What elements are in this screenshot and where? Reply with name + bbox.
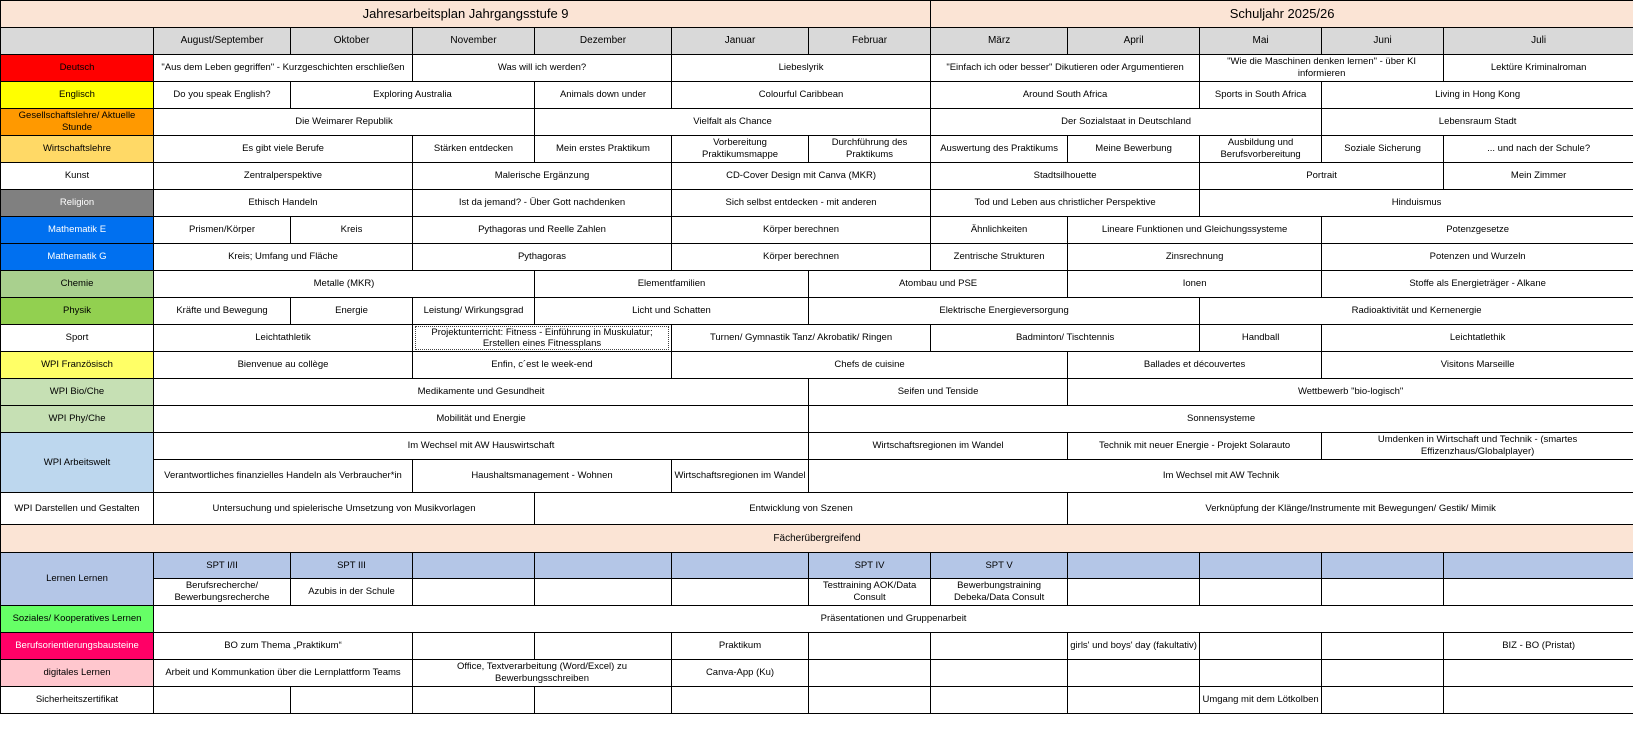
- topic-cell: Mein Zimmer: [1444, 163, 1633, 190]
- topic-cell: Canva-App (Ku): [672, 660, 809, 687]
- month-header: November: [413, 28, 535, 55]
- subject-religion: Religion: [1, 190, 154, 217]
- topic-cell: Leistung/ Wirkungsgrad: [413, 298, 535, 325]
- empty-cell: [535, 687, 672, 714]
- topic-cell: Leichtatlethik: [1322, 325, 1633, 352]
- month-header: Januar: [672, 28, 809, 55]
- empty-cell: [535, 633, 672, 660]
- month-header: April: [1068, 28, 1200, 55]
- topic-cell: girls' und boys' day (fakultativ): [1068, 633, 1200, 660]
- topic-cell: Radioaktivität und Kernenergie: [1200, 298, 1633, 325]
- empty-cell: [809, 687, 931, 714]
- empty-cell: [1322, 660, 1444, 687]
- topic-cell: Lebensraum Stadt: [1322, 109, 1633, 136]
- subject-mathematik-g: Mathematik G: [1, 244, 154, 271]
- topic-cell: Exploring Australia: [291, 82, 535, 109]
- topic-cell: Umgang mit dem Lötkolben: [1200, 687, 1322, 714]
- empty-cell: [1068, 579, 1200, 606]
- topic-cell: Prismen/Körper: [154, 217, 291, 244]
- topic-cell: Handball: [1200, 325, 1322, 352]
- topic-cell: Verknüpfung der Klänge/Instrumente mit Bewegungen/ Gestik/ Mimik: [1068, 493, 1633, 525]
- topic-cell: Medikamente und Gesundheit: [154, 379, 809, 406]
- topic-cell: Animals down under: [535, 82, 672, 109]
- cross-berufsorientierung: Berufsorientierungsbausteine: [1, 633, 154, 660]
- topic-cell: Im Wechsel mit AW Hauswirtschaft: [154, 433, 809, 460]
- month-header: Februar: [809, 28, 931, 55]
- subject-wirtschaftslehre: Wirtschaftslehre: [1, 136, 154, 163]
- topic-cell: Kräfte und Bewegung: [154, 298, 291, 325]
- topic-cell: Wirtschaftsregionen im Wandel: [809, 433, 1068, 460]
- topic-cell: Lineare Funktionen und Gleichungssysteme: [1068, 217, 1322, 244]
- spt-cell: [672, 553, 809, 579]
- empty-cell: [535, 579, 672, 606]
- month-header: Dezember: [535, 28, 672, 55]
- topic-cell: Stärken entdecken: [413, 136, 535, 163]
- topic-cell: Badminton/ Tischtennis: [931, 325, 1200, 352]
- month-header: Mai: [1200, 28, 1322, 55]
- topic-cell: Living in Hong Kong: [1322, 82, 1633, 109]
- topic-cell: [413, 325, 672, 352]
- topic-cell: Enfin, c´est le week-end: [413, 352, 672, 379]
- topic-cell: Kreis: [291, 217, 413, 244]
- month-header: Juni: [1322, 28, 1444, 55]
- empty-cell: [413, 579, 535, 606]
- empty-cell: [1322, 687, 1444, 714]
- topic-cell: Pythagoras und Reelle Zahlen: [413, 217, 672, 244]
- topic-cell: Mein erstes Praktikum: [535, 136, 672, 163]
- topic-cell: Wirtschaftsregionen im Wandel: [672, 460, 809, 493]
- subject-englisch: Englisch: [1, 82, 154, 109]
- topic-cell: CD-Cover Design mit Canva (MKR): [672, 163, 931, 190]
- topic-cell: Zentralperspektive: [154, 163, 413, 190]
- empty-cell: [1322, 579, 1444, 606]
- cross-lernen-lernen: Lernen Lernen: [1, 553, 154, 606]
- topic-cell: Vielfalt als Chance: [535, 109, 931, 136]
- topic-cell: Arbeit und Kommunkation über die Lernplattform Teams: [154, 660, 413, 687]
- school-year-title: Schuljahr 2025/26: [931, 1, 1633, 28]
- topic-cell: Es gibt viele Berufe: [154, 136, 413, 163]
- empty-cell: [413, 687, 535, 714]
- empty-cell: [672, 687, 809, 714]
- spt-cell: [1200, 553, 1322, 579]
- topic-cell: Ionen: [1068, 271, 1322, 298]
- spt-cell: SPT V: [931, 553, 1068, 579]
- topic-cell: Soziale Sicherung: [1322, 136, 1444, 163]
- empty-cell: [931, 633, 1068, 660]
- empty-cell: [1444, 687, 1633, 714]
- spt-cell: SPT I/II: [154, 553, 291, 579]
- topic-cell: Vorbereitung Praktikumsmappe: [672, 136, 809, 163]
- topic-cell: Verantwortliches finanzielles Handeln als Verbraucher*in: [154, 460, 413, 493]
- topic-cell: Do you speak English?: [154, 82, 291, 109]
- topic-cell: Sich selbst entdecken - mit anderen: [672, 190, 931, 217]
- topic-cell: Atombau und PSE: [809, 271, 1068, 298]
- topic-cell: Potenzen und Wurzeln: [1322, 244, 1633, 271]
- month-header: Oktober: [291, 28, 413, 55]
- spt-cell: SPT IV: [809, 553, 931, 579]
- topic-cell: Haushaltsmanagement - Wohnen: [413, 460, 672, 493]
- subject-wpi-phy-che: WPI Phy/Che: [1, 406, 154, 433]
- topic-cell: Potenzgesetze: [1322, 217, 1633, 244]
- topic-cell: Zinsrechnung: [1068, 244, 1322, 271]
- corner-cell: [1, 28, 154, 55]
- spt-cell: [413, 553, 535, 579]
- topic-cell: Ballades et découvertes: [1068, 352, 1322, 379]
- topic-cell: Pythagoras: [413, 244, 672, 271]
- subject-sport: Sport: [1, 325, 154, 352]
- subject-wpi-franzoesisch: WPI Französisch: [1, 352, 154, 379]
- empty-cell: [809, 633, 931, 660]
- topic-cell: Entwicklung von Szenen: [535, 493, 1068, 525]
- topic-cell: Umdenken in Wirtschaft und Technik - (smartes Effizenzhaus/Globalplayer): [1322, 433, 1633, 460]
- topic-cell: Office, Textverarbeitung (Word/Excel) zu Bewerbungsschreiben: [413, 660, 672, 687]
- month-header: März: [931, 28, 1068, 55]
- empty-cell: [413, 633, 535, 660]
- topic-cell: Hinduismus: [1200, 190, 1633, 217]
- topic-cell: Stoffe als Energieträger - Alkane: [1322, 271, 1633, 298]
- topic-cell: Körper berechnen: [672, 217, 931, 244]
- topic-cell: Testtraining AOK/Data Consult: [809, 579, 931, 606]
- empty-cell: [154, 687, 291, 714]
- subject-physik: Physik: [1, 298, 154, 325]
- topic-cell: Energie: [291, 298, 413, 325]
- topic-cell: Chefs de cuisine: [672, 352, 1068, 379]
- spt-cell: [1068, 553, 1200, 579]
- topic-cell: Licht und Schatten: [535, 298, 809, 325]
- topic-cell: Bewerbungstraining Debeka/Data Consult: [931, 579, 1068, 606]
- topic-cell: Sports in South Africa: [1200, 82, 1322, 109]
- topic-cell: Kreis; Umfang und Fläche: [154, 244, 413, 271]
- plan-title: Jahresarbeitsplan Jahrgangsstufe 9: [1, 1, 931, 28]
- topic-cell: Stadtsilhouette: [931, 163, 1200, 190]
- topic-cell: Die Weimarer Republik: [154, 109, 535, 136]
- empty-cell: [1200, 633, 1322, 660]
- topic-cell: "Wie die Maschinen denken lernen" - über KI informieren: [1200, 55, 1444, 82]
- empty-cell: [1068, 660, 1200, 687]
- topic-cell: BIZ - BO (Pristat): [1444, 633, 1633, 660]
- topic-cell: Ausbildung und Berufsvorbereitung: [1200, 136, 1322, 163]
- spt-cell: [1444, 553, 1633, 579]
- cross-sicherheitszertifikat: Sicherheitszertifikat: [1, 687, 154, 714]
- topic-cell: Im Wechsel mit AW Technik: [809, 460, 1633, 493]
- topic-cell: "Einfach ich oder besser" Dikutieren oder Argumentieren: [931, 55, 1200, 82]
- topic-cell: Zentrische Strukturen: [931, 244, 1068, 271]
- topic-cell: Seifen und Tenside: [809, 379, 1068, 406]
- topic-cell: Liebeslyrik: [672, 55, 931, 82]
- topic-cell: Elementfamilien: [535, 271, 809, 298]
- topic-cell: Auswertung des Praktikums: [931, 136, 1068, 163]
- spt-cell: SPT III: [291, 553, 413, 579]
- topic-cell: Malerische Ergänzung: [413, 163, 672, 190]
- topic-cell: Untersuchung und spielerische Umsetzung von Musikvorlagen: [154, 493, 535, 525]
- topic-cell: Sonnensysteme: [809, 406, 1633, 433]
- empty-cell: [291, 687, 413, 714]
- topic-cell: Ähnlichkeiten: [931, 217, 1068, 244]
- subject-wpi-arbeitswelt: WPI Arbeitswelt: [1, 433, 154, 493]
- subject-gesellschaftslehre: Gesellschaftslehre/ Aktuelle Stunde: [1, 109, 154, 136]
- month-header: Juli: [1444, 28, 1633, 55]
- subject-deutsch: Deutsch: [1, 55, 154, 82]
- empty-cell: [931, 687, 1068, 714]
- topic-cell: Ist da jemand? - Über Gott nachdenken: [413, 190, 672, 217]
- topic-cell: Portrait: [1200, 163, 1444, 190]
- topic-cell: "Aus dem Leben gegriffen" - Kurzgeschichten erschließen: [154, 55, 413, 82]
- empty-cell: [1200, 660, 1322, 687]
- topic-cell: Der Sozialstaat in Deutschland: [931, 109, 1322, 136]
- topic-cell: Azubis in der Schule: [291, 579, 413, 606]
- topic-cell: Wettbewerb "bio-logisch": [1068, 379, 1633, 406]
- empty-cell: [1444, 660, 1633, 687]
- empty-cell: [672, 579, 809, 606]
- topic-cell: Durchführung des Praktikums: [809, 136, 931, 163]
- topic-cell: BO zum Thema „Praktikum“: [154, 633, 413, 660]
- empty-cell: [1444, 579, 1633, 606]
- empty-cell: [809, 660, 931, 687]
- topic-cell: Turnen/ Gymnastik Tanz/ Akrobatik/ Ringen: [672, 325, 931, 352]
- empty-cell: [931, 660, 1068, 687]
- subject-mathematik-e: Mathematik E: [1, 217, 154, 244]
- topic-cell: Elektrische Energieversorgung: [809, 298, 1200, 325]
- topic-cell: Leichtathletik: [154, 325, 413, 352]
- topic-cell: Meine Bewerbung: [1068, 136, 1200, 163]
- subject-chemie: Chemie: [1, 271, 154, 298]
- empty-cell: [1200, 579, 1322, 606]
- topic-cell: ... und nach der Schule?: [1444, 136, 1633, 163]
- section-title: Fächerübergreifend: [1, 525, 1633, 553]
- topic-cell: Ethisch Handeln: [154, 190, 413, 217]
- topic-cell: Körper berechnen: [672, 244, 931, 271]
- subject-wpi-bio-che: WPI Bio/Che: [1, 379, 154, 406]
- subject-kunst: Kunst: [1, 163, 154, 190]
- topic-cell: Visitons Marseille: [1322, 352, 1633, 379]
- topic-cell: Was will ich werden?: [413, 55, 672, 82]
- empty-cell: [1322, 633, 1444, 660]
- cross-soziales-lernen: Soziales/ Kooperatives Lernen: [1, 606, 154, 633]
- empty-cell: [1068, 687, 1200, 714]
- topic-cell: Colourful Caribbean: [672, 82, 931, 109]
- topic-cell: Bienvenue au collège: [154, 352, 413, 379]
- topic-cell: Mobilität und Energie: [154, 406, 809, 433]
- topic-cell: Metalle (MKR): [154, 271, 535, 298]
- month-header: August/September: [154, 28, 291, 55]
- topic-cell: Präsentationen und Gruppenarbeit: [154, 606, 1633, 633]
- topic-cell: Praktikum: [672, 633, 809, 660]
- topic-cell: Technik mit neuer Energie - Projekt Solarauto: [1068, 433, 1322, 460]
- cross-digitales-lernen: digitales Lernen: [1, 660, 154, 687]
- project-note: Projektunterricht: Fitness - Einführung in Muskulatur; Erstellen eines Fitnessplans: [415, 326, 669, 350]
- spt-cell: [1322, 553, 1444, 579]
- topic-cell: Lektüre Kriminalroman: [1444, 55, 1633, 82]
- spt-cell: [535, 553, 672, 579]
- subject-wpi-darstellen: WPI Darstellen und Gestalten: [1, 493, 154, 525]
- topic-cell: Berufsrecherche/ Bewerbungsrecherche: [154, 579, 291, 606]
- topic-cell: Around South Africa: [931, 82, 1200, 109]
- topic-cell: Tod und Leben aus christlicher Perspektive: [931, 190, 1200, 217]
